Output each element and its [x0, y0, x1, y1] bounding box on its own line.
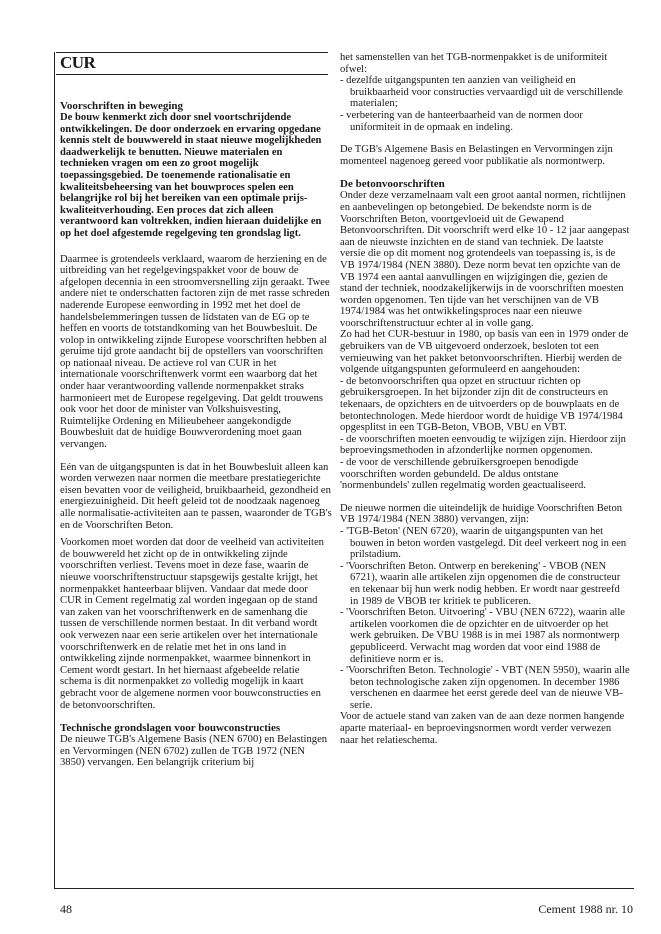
issue-label: Cement 1988 nr. 10	[538, 902, 633, 916]
left-column	[60, 100, 332, 780]
list-item: - verbetering van de hanteerbaarheid van de normen door uniformiteit in de opmaak en indeling.	[340, 109, 583, 133]
list-item: - 'Voorschriften Beton. Technologie' - VBT (NEN 5950), waarin alle beton technologische zaken zijn opgenomen. In december 1986 verschenen en daarmee het eerst gerede deel van de nieuwe VB-serie.	[340, 665, 630, 711]
paragraph: Voor de actuele stand van zaken van de aan deze normen hangende aparte materiaal- en beproevingsnormen wordt verder verwezen naar het relatieschema.	[340, 711, 625, 746]
paragraph: De TGB's Algemene Basis en Belastingen en Vervormingen zijn momenteel nagenoeg gereed voor publikatie als normontwerp.	[340, 144, 613, 167]
list-item: - 'TGB-Beton' (NEN 6720), waarin de uitgangspunten van het bouwen in beton worden vastgelegd. Dit deel verkeert nog in een prilstadium.	[340, 525, 627, 561]
page-number: 48	[60, 902, 72, 916]
paragraph: Daarmee is grotendeels verklaard, waarom de herziening en de uitbreiding van het regelgevingspakket voor de bouw de afgelopen decennia in een stroomversnelling zijn geraakt. Twee andere niet te onderschatten factoren zijn de met rasse schreden naderende Europese eenwording in 1992 met het doel de handelsbelemmeringen tussen de lidstaten van de EG op te heffen en voorts de totstandkoming van het Bouwbesluit. De volop in ontwikkeling zijnde Europese voorschriften hebben al geruime tijd grote aandacht bij de opstellers van voorschriften op nationaal niveau. De actieve rol van CUR in het internationale voorschriftenwerk vormt een waarborg dat het onder haar verantwoording vallende normenpakket straks harmonieert met de Europese regelgeving. Dat geldt trouwens ook voor het door de minister van Volkshuisvesting, Ruimtelijke Ordening en Milieubeheer aangekondigde Bouwbesluit dat de huidige Bouwverordening moet gaan vervangen.	[60, 253, 330, 451]
paragraph: het samenstellen van het TGB-normenpakket is de uniformiteit ofwel:	[340, 52, 608, 75]
frame-left-rule	[54, 52, 55, 888]
paragraph: Onder deze verzamelnaam valt een groot aantal normen, richtlijnen en aanbevelingen op betongebied. De bekendste norm is de Voorschriften Beton, voortgevloeid uit de Gewapend Betonvoorschriften. Dit voorschrift werd elke 10 - 12 jaar aangepast aan de nieuwste inzichten en de stand van techniek. De laatste versie die op dit moment nog grotendeels van toepassing is, is de VB 1974/1984 (NEN 3880). Deze norm bevat ten opzichte van de VB 1974 een aantal aanvullingen en wijzigingen die, gezien de stand der techniek, noodzakelijkerwijs in de voorschriften moesten worden opgenomen. Ten tijde van het verschijnen van de VB 1974/1984 was het ontwikkelingsproces naar een nieuwe voorschriftenstructuur echter al in volle gang.	[340, 190, 630, 329]
list-item: - de voor de verschillende gebruikersgroepen benodigde voorschriften worden gebundeld. De aldus ontstane 'normenbundels' zullen regelmatig worden geactualiseerd.	[340, 457, 586, 492]
paragraph: De nieuwe TGB's Algemene Basis (NEN 6700) en Belastingen en Vervormingen (NEN 6702) zullen de TGB 1972 (NEN 3850) vervangen. Een belangrijk criterium bij	[60, 734, 328, 769]
list-item: - de betonvoorschriften qua opzet en structuur richten op gebruikersgroepen. In het bijzonder zijn dit de constructeurs en tekenaars, de opzichters en de uitvoerders op de bouwplaats en de betontechnologen. Mede hierdoor wordt de huidige VB 1974/1984 opgesplitst in een TGB-Beton, VBOB, VBU en VBT.	[340, 375, 623, 434]
list-item: - de voorschriften moeten eenvoudig te wijzigen zijn. Hierdoor zijn beproevingsmethoden in afzonderlijke normen opgenomen.	[340, 433, 626, 457]
paragraph: Zo had het CUR-bestuur in 1980, op basis van een in 1979 onder de gebruikers van de VB uitgevoerd onderzoek, besloten tot een vernieuwing van het pakket betonvoorschriften. Hierbij werden de volgende uitgangspunten geformuleerd en aangehouden:	[340, 329, 629, 376]
list-item: - 'Voorschriften Beton. Ontwerp en berekening' - VBOB (NEN 6721), waarin alle artikelen zijn opgenomen die de constructeur en tekenaar bij hun werk nodig hebben. Er wordt naar gestreefd in 1989 de VBOB ter kritiek te publiceren.	[340, 560, 621, 607]
frame-bottom-rule	[54, 888, 634, 889]
paragraph: Voorkomen moet worden dat door de veelheid van activiteiten de bouwwereld het zicht op de in ontwikkeling zijnde voorschriften verliest. Tevens moet in deze fase, waarin de nieuwe voorschriftenstructuur stapsgewijs gestalte krijgt, het normenpakket hanteerbaar blijven. Vandaar dat mede door CUR in Cement regelmatig zal worden ingegaan op de stand van zaken van het voorschriftenwerk en de samenhang die tussen de verschillende normen bestaat. In dit verband wordt ook verwezen naar een serie artikelen over het internationale voorschriftenwerk en de relatie met het in ons land in ontwikkeling zijnde normenpakket, waarmee binnenkort in Cement wordt gestart. In het hiernaast afgebeelde relatie schema is dit normenpakket zo volledig mogelijk in kaart gebracht voor de algemene normen voor bouwconstructies en de betonvoorschriften.	[60, 537, 324, 711]
heading-voorschriften: Voorschriften in beweging	[60, 100, 184, 112]
right-column	[340, 52, 630, 757]
header-rule-top	[56, 52, 328, 53]
paragraph: De nieuwe normen die uiteindelijk de huidige Voorschriften Beton VB 1974/1984 (NEN 3880) vervangen, zijn:	[340, 502, 623, 526]
heading-betonvoorschriften: De betonvoorschriften	[340, 178, 445, 191]
cur-logo: CUR	[60, 53, 96, 72]
lead-paragraph: De bouw kenmerkt zich door snel voortschrijdende ontwikkelingen. De door onderzoek en ervaring opgedane kennis stelt de bouwwereld in staat nieuwe mogelijkheden daadwerkelijk te benutten. Nieuwe materialen en technieken vragen om een zo groot mogelijk toepassingsgebied. De toenemende rationalisatie en kwaliteitsbeheersing van het bouwproces spelen een belangrijke rol bij het bereiken van een optimale prijs-kwaliteitverhouding. Een proces dat zich alleen verantwoord kan voltrekken, indien hieraan duidelijke en op het doel afgestemde regelgeving ten grondslag ligt.	[60, 112, 322, 239]
list-item: - dezelfde uitgangspunten ten aanzien van veiligheid en bruikbaarheid voor constructies vervaardigd uit de verschillende materialen;	[340, 75, 623, 110]
heading-technische-grondslagen: Technische grondslagen voor bouwconstructies	[60, 722, 281, 735]
paragraph: Eén van de uitgangspunten is dat in het Bouwbesluit alleen kan worden verwezen naar normen die meetbare prestatiegerichte eisen bevatten voor de veiligheid, bruikbaarheid, gezondheid en energiezuinigheid. Dit heeft geleid tot de noodzaak nagenoeg alle normalisatie-activiteiten aan te passen, waaronder de TGB's en de Voorschriften Beton.	[60, 461, 332, 531]
list-item: - 'Voorschriften Beton. Uitvoering' - VBU (NEN 6722), waarin alle artikelen voorkomen die de opzichter en de uitvoerder op het werk gebruiken. De VBU 1988 is in mei 1987 als normontwerp gepubliceerd. Verwacht mag worden dat voor eind 1988 de definitieve norm er is.	[340, 607, 625, 665]
header-rule-bottom	[56, 74, 328, 75]
